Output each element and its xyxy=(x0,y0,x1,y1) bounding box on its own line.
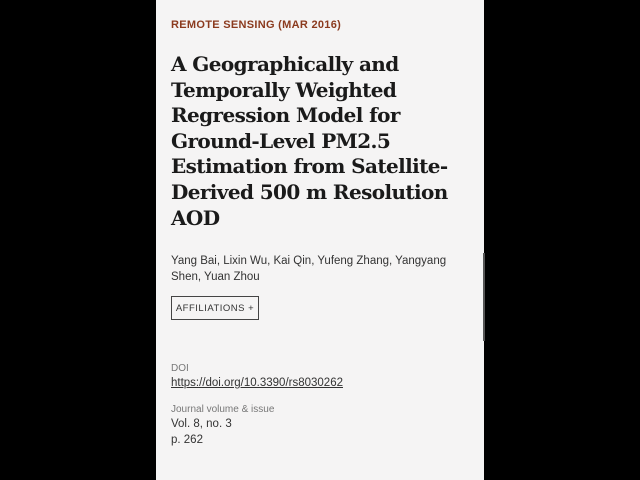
doi-link[interactable]: https://doi.org/10.3390/rs8030262 xyxy=(171,377,343,389)
page-number: p. 262 xyxy=(171,434,203,446)
affiliations-button[interactable]: AFFILIATIONS + xyxy=(171,296,259,320)
authors-list: Yang Bai, Lixin Wu, Kai Qin, Yufeng Zhang, Yangyang Shen, Yuan Zhou xyxy=(171,255,447,283)
journal-name: REMOTE SENSING (MAR 2016) xyxy=(171,19,342,31)
volume-issue: Vol. 8, no. 3 xyxy=(171,418,232,430)
scrollbar[interactable] xyxy=(483,253,485,341)
doi-label: DOI xyxy=(171,363,189,374)
volume-label: Journal volume & issue xyxy=(171,404,275,415)
article-panel xyxy=(156,0,484,480)
article-title: A Geographically and Temporally Weighted Regression Model for Ground-Level PM2.5 Estimation from Satellite-Derived 500 m Resolution AOD xyxy=(171,52,448,230)
